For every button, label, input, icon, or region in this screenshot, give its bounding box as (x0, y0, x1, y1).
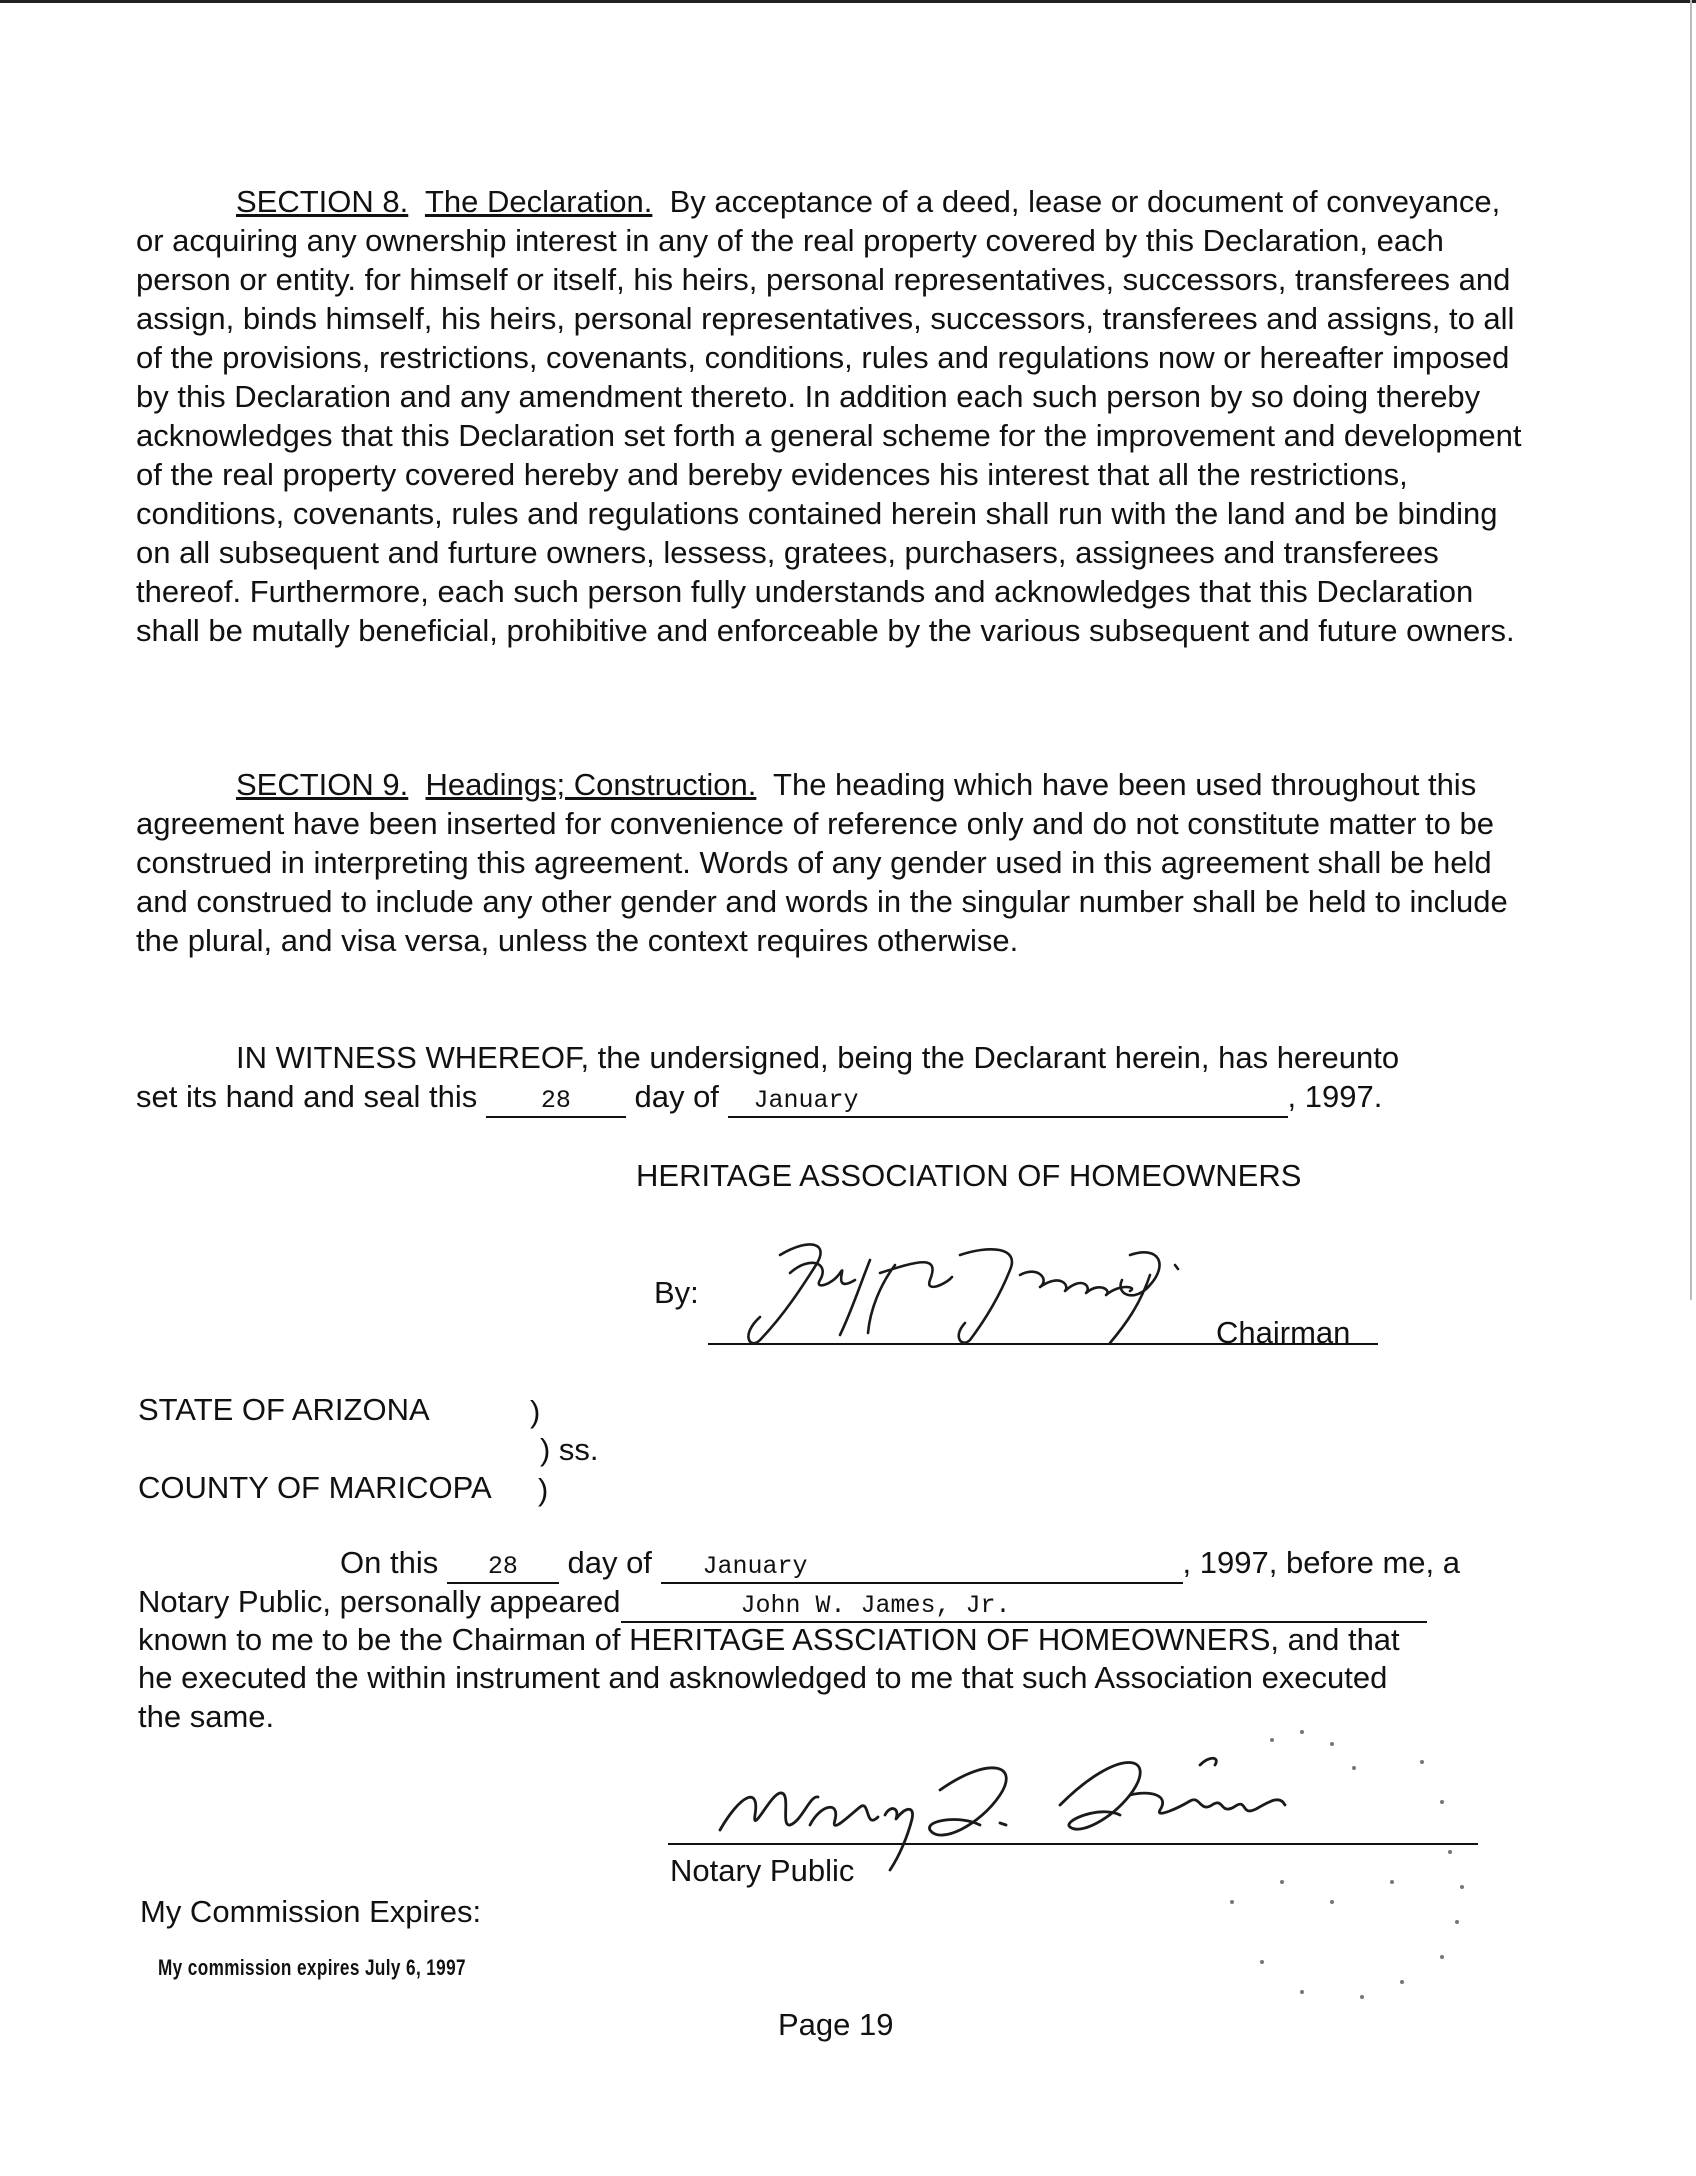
chairman-title: Chairman (1216, 1315, 1351, 1350)
notary-signature-image (700, 1735, 1360, 1875)
section-9-paragraph (136, 765, 1536, 960)
venue-ss: ) ss. (540, 1432, 599, 1467)
state-of-arizona: STATE OF ARIZONA (138, 1392, 430, 1427)
commission-expires-label: My Commission Expires: (140, 1894, 482, 1929)
witness-line-2 (136, 1077, 1382, 1118)
right-scan-edge (1690, 0, 1692, 1300)
notary-month-field: January (661, 1552, 1183, 1584)
notary-line-3: known to me to be the Chairman of HERITAGE ASSCIATION OF HOMEOWNERS, and that (138, 1622, 1400, 1657)
association-name: HERITAGE ASSOCIATION OF HOMEOWNERS (636, 1158, 1302, 1193)
notary-line-1 (340, 1543, 1460, 1584)
notary-public-label: Notary Public (670, 1853, 855, 1888)
county-of-maricopa: COUNTY OF MARICOPA (138, 1470, 492, 1505)
by-label: By: (654, 1275, 699, 1310)
venue-paren-1: ) (530, 1394, 541, 1429)
notary-year-text: , 1997, before me, a (1182, 1545, 1461, 1580)
notary-on-this: On this (340, 1545, 439, 1580)
notary-line-5: the same. (138, 1699, 275, 1734)
witness-line-1: IN WITNESS WHEREOF, the undersigned, being the Declarant herein, has hereunto (236, 1040, 1400, 1075)
witness-set-text: set its hand and seal this (136, 1079, 478, 1114)
commission-stamp: My commission expires July 6, 1997 (158, 1955, 466, 1980)
section-9-heading: Headings; Construction. (425, 767, 757, 802)
section-8-text: By acceptance of a deed, lease or document of conveyance, or acquiring any ownership interest in any of the real property covered by this Declaration, each person or entity. for himself or itself, his heirs, personal representatives, successors, transferees and assign, binds himself, his heirs, personal representatives, successors, transferees and assigns, to all of the provisions, restrictions, covenants, conditions, rules and regulations now or hereafter imposed by this Declaration and any amendment thereto. In addition each such person by so doing thereby acknowledges that this Declaration set forth a general scheme for the improvement and development of the real property covered hereby and bereby evidences his interest that all the restrictions, conditions, covenants, rules and regulations contained herein shall run with the land and be binding on all subsequent and furture owners, lessess, gratees, purchasers, assignees and transferees thereof. Furthermore, each such person fully understands and acknowledges that this Declaration shall be mutally beneficial, prohibitive and enforceable by the various subsequent and future owners. (136, 184, 1522, 648)
notary-appeared-text: Notary Public, personally appeared (138, 1584, 621, 1619)
section-8-heading: The Declaration. (424, 184, 653, 219)
section-8-label: SECTION 8. (236, 184, 409, 219)
witness-day-field: 28 (486, 1086, 626, 1118)
section-9-text: The heading which have been used throughout this agreement have been inserted for convenience of reference only and do not constitute matter to be construed in interpreting this agreement. Words of any gender used in this agreement shall be held and construed to include any other gender and words in the singular number shall be held to include the plural, and visa versa, unless the context requires otherwise. (136, 767, 1508, 958)
witness-month-field: January (728, 1086, 1288, 1118)
witness-day-of: day of (634, 1079, 719, 1114)
venue-paren-3: ) (538, 1472, 549, 1507)
notary-line-4: he executed the within instrument and asknowledged to me that such Association executed (138, 1660, 1388, 1695)
notary-day-field: 28 (447, 1552, 559, 1584)
section-9-label: SECTION 9. (236, 767, 409, 802)
notary-day-of: day of (567, 1545, 652, 1580)
page-number: Page 19 (778, 2007, 894, 2042)
chairman-signature-image (720, 1225, 1200, 1350)
witness-year: , 1997. (1287, 1079, 1383, 1114)
section-8-paragraph (136, 182, 1536, 650)
notary-line-2 (138, 1582, 1427, 1623)
top-scan-edge (0, 0, 1696, 3)
notary-person-field: John W. James, Jr. (621, 1591, 1427, 1623)
